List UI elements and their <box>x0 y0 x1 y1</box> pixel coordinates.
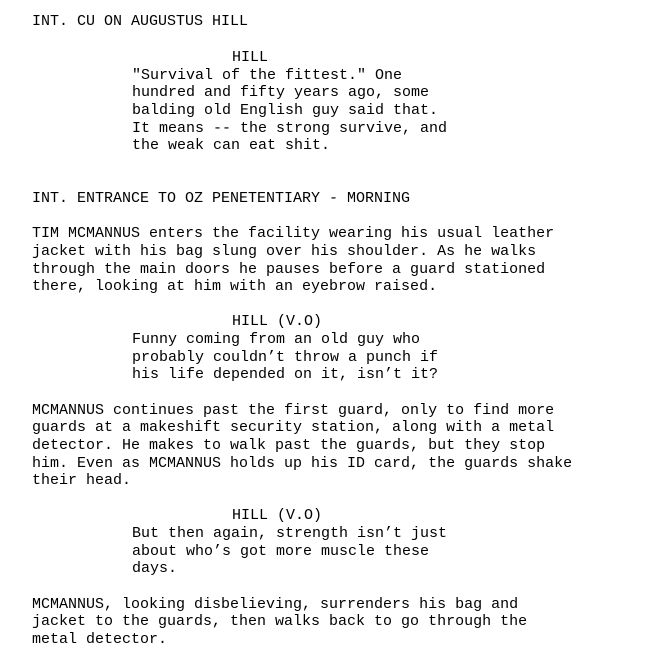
action-line: TIM MCMANNUS enters the facility wearing his usual leather <box>32 225 555 242</box>
scene-heading: INT. CU ON AUGUSTUS HILL <box>32 13 249 30</box>
dialogue-line: But then again, strength isn’t just <box>132 525 448 542</box>
dialogue-line: balding old English guy said that. <box>132 102 439 119</box>
dialogue-line: probably couldn’t throw a punch if <box>132 349 439 366</box>
scene-heading: INT. ENTRANCE TO OZ PENETENTIARY - MORNING <box>32 190 411 207</box>
action-line: jacket to the guards, then walks back to go through the <box>32 613 528 630</box>
action-line: through the main doors he pauses before a guard stationed <box>32 261 546 278</box>
dialogue-line: "Survival of the fittest." One <box>132 67 403 84</box>
action-line: him. Even as MCMANNUS holds up his ID card, the guards shake <box>32 455 573 472</box>
action-line: metal detector. <box>32 631 168 648</box>
action-line: guards at a makeshift security station, along with a metal <box>32 419 555 436</box>
dialogue-line: days. <box>132 560 178 577</box>
dialogue-line: the weak can eat shit. <box>132 137 331 154</box>
dialogue-line: hundred and fifty years ago, some <box>132 84 430 101</box>
action-line: MCMANNUS, looking disbelieving, surrenders his bag and <box>32 596 519 613</box>
action-line: detector. He makes to walk past the guards, but they stop <box>32 437 546 454</box>
dialogue-line: about who’s got more muscle these <box>132 543 430 560</box>
action-line: their head. <box>32 472 132 489</box>
character-name: HILL (V.O) <box>232 507 323 524</box>
character-name: HILL (V.O) <box>232 313 323 330</box>
action-line: there, looking at him with an eyebrow raised. <box>32 278 438 295</box>
dialogue-line: It means -- the strong survive, and <box>132 120 448 137</box>
action-line: MCMANNUS continues past the first guard, only to find more <box>32 402 555 419</box>
character-name: HILL <box>232 49 269 66</box>
dialogue-line: his life depended on it, isn’t it? <box>132 366 439 383</box>
action-line: jacket with his bag slung over his shoulder. As he walks <box>32 243 537 260</box>
dialogue-line: Funny coming from an old guy who <box>132 331 421 348</box>
